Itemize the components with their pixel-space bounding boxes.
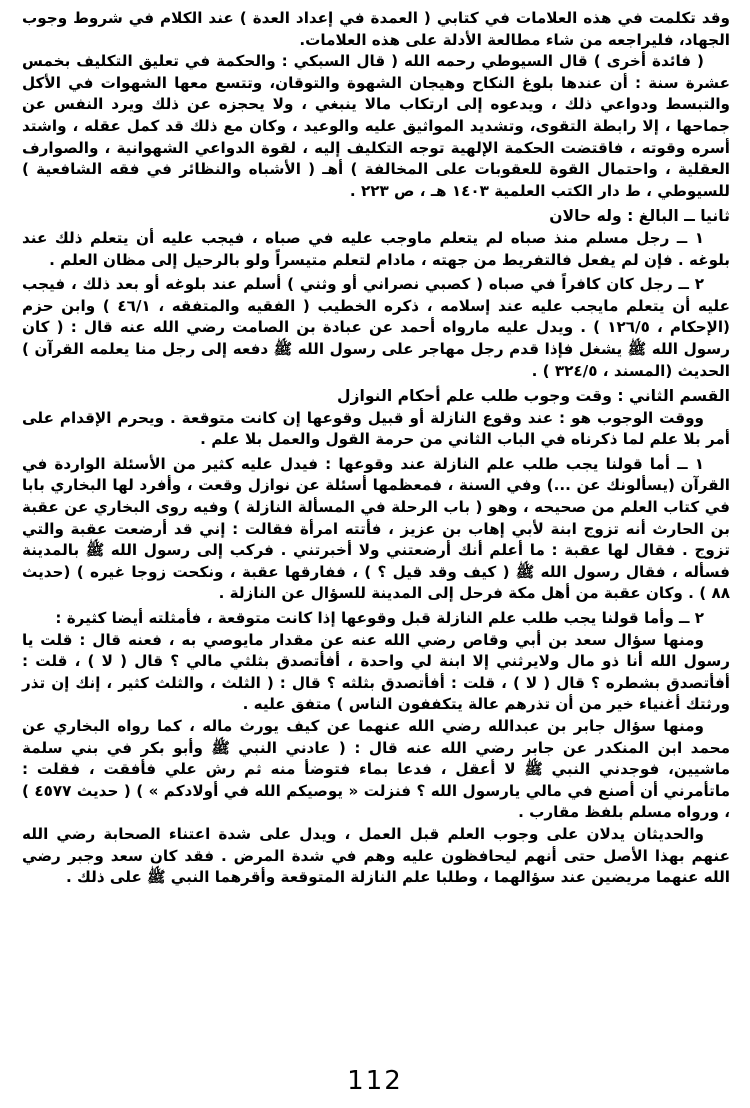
paragraph-suyuti-benefit: ( فائدة أخرى ) قال السيوطي رحمه الله ( قال السبكي : والحكمة في تعليق التكليف بخمس عشرة سنة : أن عندها بلوغ النكاح وهيجان الشهوة والتوقان، وتتسع معها الشهوات في الأكل والتبسط ودواعي ذلك ، ويدعوه إلى ارتكاب مالا ينبغي ، ولا يحجزه عن ذلك ويرد النفس عن جماحها ، إلا رابطة التقوى، وتشديد المواثيق عليه والوعيد ، وكان مع ذلك قد كمل عقله ، واشتد أسره وقوته ، فاقتضت الحكمة الإلهية توجه التكليف إليه ، لقوة الدواعي الشهوانية ، والصوارف العقلية ، واحتمال القوة للعقوبات على المخالفة ) أهـ ( الأشباه والنظائر في فقه الشافعية ) للسيوطي ، ط دار الكتب العلمية ١٤٠٣ هـ ، ص ٢٢٣ . (22, 52, 730, 200)
paragraph-convert-after-disbelief: ٢ ــ رجل كان كافراً في صباه ( كصبي نصراني أو وثني ) أسلم عند بلوغه أو بعد ذلك ، فيجب عليه أن يتعلم مايجب عليه عند إسلامه ، ذكره الخطيب ( الفقيه والمتفقه ، ٤٦/١ ) وابن حزم (الإحكام ، ١٢٦/٥ ) . ويدل عليه مارواه أحمد عن عبادة بن الصامت رضي الله عنه قال : ( كان رسول الله ﷺ يشغل فإذا قدم رجل مهاجر على رسول الله ﷺ دفعه إلى رجل منا يعلمه القرآن ) الحديث (المسند ، ٣٢٤/٥ ) . (22, 275, 730, 380)
paragraph-point-two-before-occurrence: ٢ ــ وأما قولنا يجب طلب علم النازلة قبل وقوعها إذا كانت متوقعة ، فأمثلته أيضا كثيرة : (55, 609, 704, 628)
heading-adult-two-states: ثانيا ــ البالغ : وله حالان (549, 207, 730, 226)
heading-section-two-timing: القسم الثاني : وقت وجوب طلب علم أحكام النوازل (337, 387, 730, 406)
paragraph-time-of-obligation: ووقت الوجوب هو : عند وقوع النازلة أو قبيل وقوعها إن كانت متوقعة . ويحرم الإقدام على أمر بلا علم لما ذكرناه في الباب الثاني من حرمة القول والعمل بلا علم . (22, 408, 730, 449)
page-body (22, 8, 730, 889)
paragraph-muslim-since-childhood: ١ ــ رجل مسلم منذ صباه لم يتعلم ماوجب عليه في صباه ، فيجب عليه أن يتعلم ذلك عند بلوغه . فإن لم يفعل فالتفريط من جهته ، مادام لتعلم متيسراً ولو بالرحيل إلى مظان العلم . (22, 228, 730, 269)
paragraph-saad-hadith: ومنها سؤال سعد بن أبي وقاص رضي الله عنه عن مقدار مايوصي به ، فعنه قال : قلت يا رسول الله أنا ذو مال ولايرثني إلا ابنة لي واحدة ، أفأتصدق بثلثي مالي ؟ قال ( لا ) ، قلت : أفأتصدق بشطره ؟ قال ( لا ) ، قلت : أفأتصدق بثلثه ؟ قال : ( الثلث ، والثلث كثير ، إنك إن تذر ورثتك أغنياء خير من أن تذرهم عالة يتكففون الناس ) متفق عليه . (22, 630, 730, 714)
paragraph-point-one-upon-occurrence: ١ ــ أما قولنا يجب طلب علم النازلة عند وقوعها : فيدل عليه كثير من الأسئلة الواردة في القرآن (يسألونك عن ...) وفي السنة ، فمعظمها أسئلة عن نوازل وقعت ، وأفرد لها البخاري بابا في كتاب العلم من صحيحه ، وهو ( باب الرحلة في المسألة النازلة ) وفيه روى البخاري عن عقبة بن الحارث أنه تزوج ابنة لأبي إهاب بن عزيز ، فأتته امرأة فقالت : إني قد أرضعت عقبة والتي تزوج . فقال لها عقبة : ما أعلم أنك أرضعتني ولا أخبرتني . فركب إلى رسول الله ﷺ بالمدينة فسأله ، فقال رسول الله ﷺ ( كيف وقد قيل ؟ ) ، ففارقها عقبة ، ونكحت زوجا غيره ) (حديث ٨٨ ) . وكان عقبة من أهل مكة فرحل إلى المدينة للسؤال عن النازلة . (22, 454, 730, 603)
page-number: 112 (347, 1066, 403, 1096)
paragraph-jabir-hadith: ومنها سؤال جابر بن عبدالله رضي الله عنهما عن كيف يورث ماله ، كما رواه البخاري عن محمد ابن المنكدر عن جابر رضي الله عنه قال : ( عادني النبي ﷺ وأبو بكر في بني سلمة ماشيين، فوجدني النبي ﷺ لا أعقل ، فدعا بماء فتوضأ منه ثم رش علي فأفقت ، فقلت : ماتأمرني أن أصنع في مالي يارسول الله ؟ فنزلت « يوصيكم الله في أولادكم » ) ( حديث ٤٥٧٧ ) ، ورواه مسلم بلفظ مقارب . (22, 717, 730, 822)
paragraph-conclusion: والحديثان يدلان على وجوب العلم قبل العمل ، ويدل على شدة اعتناء الصحابة رضي الله عنهم بهذا الأصل حتى أنهم ليحافظون عليه وهم في شدة المرض . فقد كان سعد وجبر رضي الله عنهما مريضين عند سؤالهما ، وطلبا علم النازلة المتوقعة وأقرهما النبي ﷺ على ذلك . (22, 824, 730, 887)
paragraph-jihad-reference: وقد تكلمت في هذه العلامات في كتابي ( العمدة في إعداد العدة ) عند الكلام في شروط وجوب الجهاد، فليراجعه من شاء مطالعة الأدلة على هذه العلامات. (22, 9, 730, 49)
